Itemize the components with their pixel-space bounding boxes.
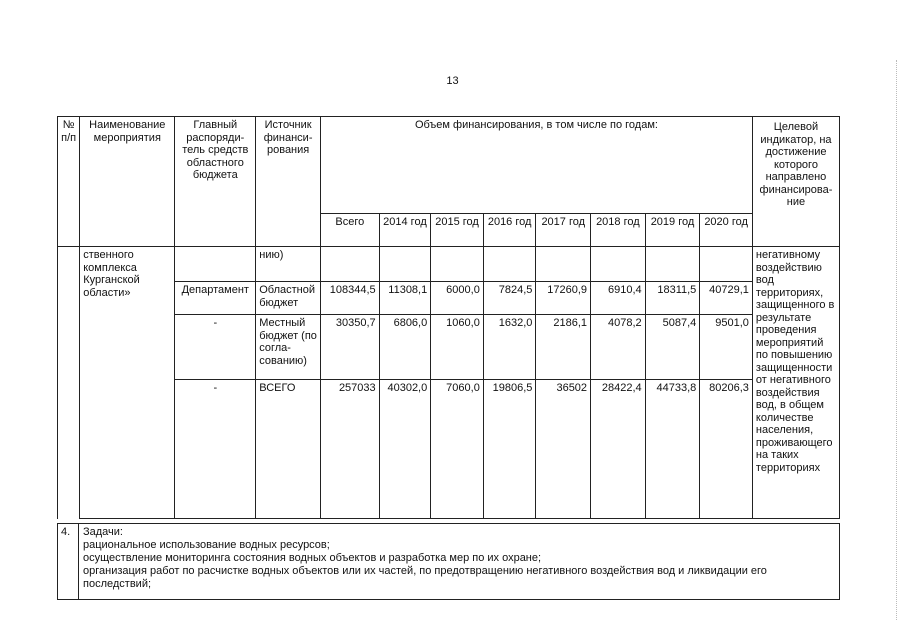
cell-value: 5087,4 — [645, 315, 700, 380]
cell-value: 44733,8 — [645, 380, 700, 519]
table-row — [58, 315, 840, 380]
header-year: 2018 год — [591, 214, 646, 247]
cell-source: Областной бюджет — [256, 282, 321, 315]
table-row — [58, 380, 840, 519]
cell-empty — [431, 247, 484, 282]
header-manager: Главный распоряди-тель средств областного бюджета — [175, 117, 256, 247]
cell-value: 30350,7 — [320, 315, 379, 380]
header-name: Наименование мероприятия — [80, 117, 175, 247]
cell-empty — [320, 247, 379, 282]
cell-manager-empty — [175, 247, 256, 282]
task-item: организация работ по расчистке водных объектов или их частей, по предотвращению негативного воздействия вод и ликвидации его последствий; — [83, 565, 767, 590]
cell-value: 257033 — [320, 380, 379, 519]
cell-value: 6000,0 — [431, 282, 484, 315]
cell-value: 28422,4 — [591, 380, 646, 519]
cell-value: 11308,1 — [379, 282, 431, 315]
cell-name-continued: ственного комплекса Курганской области» — [80, 247, 175, 519]
task-item: рациональное использование водных ресурсов; — [83, 539, 330, 551]
cell-indicator-continued: негативному воздействию вод территориях, защищенного в результате проведения мероприятий по повышению защищенности от негативного воздействия вод, в общем количестве населения, проживающего на таких территориях — [752, 247, 839, 519]
header-volume: Объем финансирования, в том числе по годам: — [320, 117, 752, 214]
cell-empty — [700, 247, 753, 282]
header-year: 2019 год — [645, 214, 700, 247]
table-row — [58, 282, 840, 315]
cell-value: 1060,0 — [431, 315, 484, 380]
tasks-body — [83, 526, 819, 591]
header-year: 2015 год — [431, 214, 484, 247]
cell-value: 2186,1 — [536, 315, 591, 380]
cell-empty — [536, 247, 591, 282]
tasks-heading: Задачи: — [83, 526, 123, 538]
cell-value: 36502 — [536, 380, 591, 519]
header-year: 2014 год — [379, 214, 431, 247]
header-year: 2016 год — [483, 214, 536, 247]
cell-value: 9501,0 — [700, 315, 753, 380]
cell-value: 1632,0 — [483, 315, 536, 380]
cell-value: 80206,3 — [700, 380, 753, 519]
cell-value: 7824,5 — [483, 282, 536, 315]
cell-source: Местный бюджет (по согла-сованию) — [256, 315, 321, 380]
cell-empty — [483, 247, 536, 282]
cell-value: 40729,1 — [700, 282, 753, 315]
tasks-number: 4. — [58, 524, 79, 599]
page-edge-marks — [894, 60, 897, 620]
cell-manager: - — [175, 315, 256, 380]
cell-value: 19806,5 — [483, 380, 536, 519]
cell-manager: - — [175, 380, 256, 519]
cell-empty — [379, 247, 431, 282]
continuation-row — [58, 247, 840, 282]
header-year: 2017 год — [536, 214, 591, 247]
header-total: Всего — [320, 214, 379, 247]
cell-empty — [645, 247, 700, 282]
cell-value: 40302,0 — [379, 380, 431, 519]
header-row — [58, 117, 840, 214]
page-number: 13 — [446, 75, 459, 87]
cell-value: 4078,2 — [591, 315, 646, 380]
cell-manager: Департамент — [175, 282, 256, 315]
header-num: № п/п — [58, 117, 80, 247]
task-item: осуществление мониторинга состояния водных объектов и разработка мер по их охране; — [83, 552, 542, 564]
cell-value: 17260,9 — [536, 282, 591, 315]
financing-table — [57, 116, 840, 519]
cell-source: ВСЕГО — [256, 380, 321, 519]
tasks-block — [57, 523, 840, 600]
cell-num — [58, 247, 80, 519]
cell-value: 108344,5 — [320, 282, 379, 315]
header-year: 2020 год — [700, 214, 753, 247]
cell-source-continued: нию) — [256, 247, 321, 282]
cell-empty — [591, 247, 646, 282]
header-indicator: Целевой индикатор, на достижение которого направлено финансирова-ние — [752, 117, 839, 247]
cell-value: 6910,4 — [591, 282, 646, 315]
cell-value: 7060,0 — [431, 380, 484, 519]
header-source: Источник финанси-рования — [256, 117, 321, 247]
cell-value: 6806,0 — [379, 315, 431, 380]
cell-value: 18311,5 — [645, 282, 700, 315]
